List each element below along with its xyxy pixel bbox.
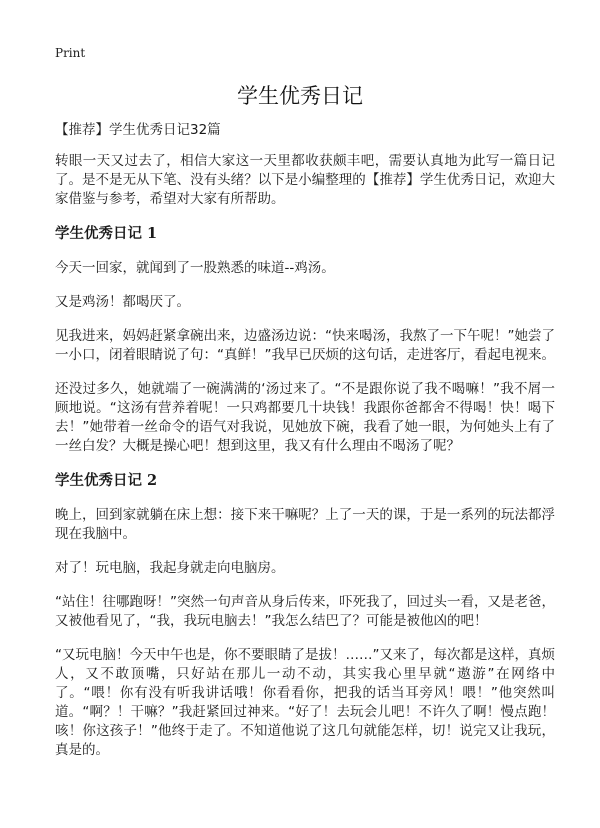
- diary-section-1: [55, 224, 555, 456]
- section-paragraph: 今天一回家，就闻到了一股熟悉的味道--鸡汤。: [55, 260, 335, 276]
- section-paragraph: 见我进来，妈妈赶紧拿碗出来，边盛汤边说：“快来喝汤，我熬了一下午呢！”她尝了一小口，闭着眼睛说了句：“真鲜！”我早已厌烦的这句话，走进客厅，看起电视来。: [55, 328, 555, 363]
- section-paragraph: 还没过多久，她就端了一碗满满的‘汤过来了。“不是跟你说了我不喝嘛！”我不屑一顾地说。“这汤有营养着呢！一只鸡都要几十块钱！我跟你爸都舍不得喝！快！喝下去！”她带着一丝命令的语气对我说，见她放下碗，我看了她一眼，为何她头上有了一丝白发？大概是操心吧！想到这里，我又有什么理由不喝汤了呢？: [55, 381, 555, 454]
- intro-paragraph: 转眼一天又过去了，相信大家这一天里都收获颇丰吧，需要认真地为此写一篇日记了。是不是无从下笔、没有头绪？以下是小编整理的【推荐】学生优秀日记，欢迎大家借鉴与参考，希望对大家有所帮助。: [55, 153, 555, 207]
- page-title: 学生优秀日记: [237, 84, 363, 108]
- section-paragraph: 对了！玩电脑，我起身就走向电脑房。: [55, 560, 285, 576]
- print-link[interactable]: Print: [55, 46, 86, 60]
- diary-section-2: [55, 471, 555, 760]
- section-paragraph: “站住！往哪跑呀！”突然一句声音从身后传来，吓死我了，回过头一看，又是老爸，又被他看见了，“我，我玩电脑去！”我怎么结巴了？可能是被他凶的吧！: [55, 594, 555, 629]
- section-paragraph: 又是鸡汤！都喝厌了。: [55, 294, 190, 310]
- section-paragraph: “又玩电脑！今天中午也是，你不要眼睛了是拔！……”又来了，每次都是这样，真烦人，又不敢顶嘴，只好站在那儿一动不动，其实我心里早就“遨游”在网络中了。“喂！你有没有听我讲话哦！你看看你，把我的话当耳旁风！喂！”他突然叫道。“啊？！干嘛？”我赶紧回过神来。“好了！去玩会儿吧！不许久了啊！慢点跑！咳！你这孩子！”他终于走了。不知道他说了这几句就能怎样，切！说完又让我玩，真是的。: [55, 647, 555, 758]
- article-body: [55, 120, 555, 775]
- section-paragraph: 晚上，回到家就躺在床上想：接下来干嘛呢？上了一天的课，于是一系列的玩法都浮现在我脑中。: [55, 507, 555, 542]
- section-heading: 学生优秀日记 2: [55, 472, 158, 489]
- recommend-line: 【推荐】学生优秀日记32篇: [55, 122, 221, 138]
- section-heading: 学生优秀日记 1: [55, 225, 158, 242]
